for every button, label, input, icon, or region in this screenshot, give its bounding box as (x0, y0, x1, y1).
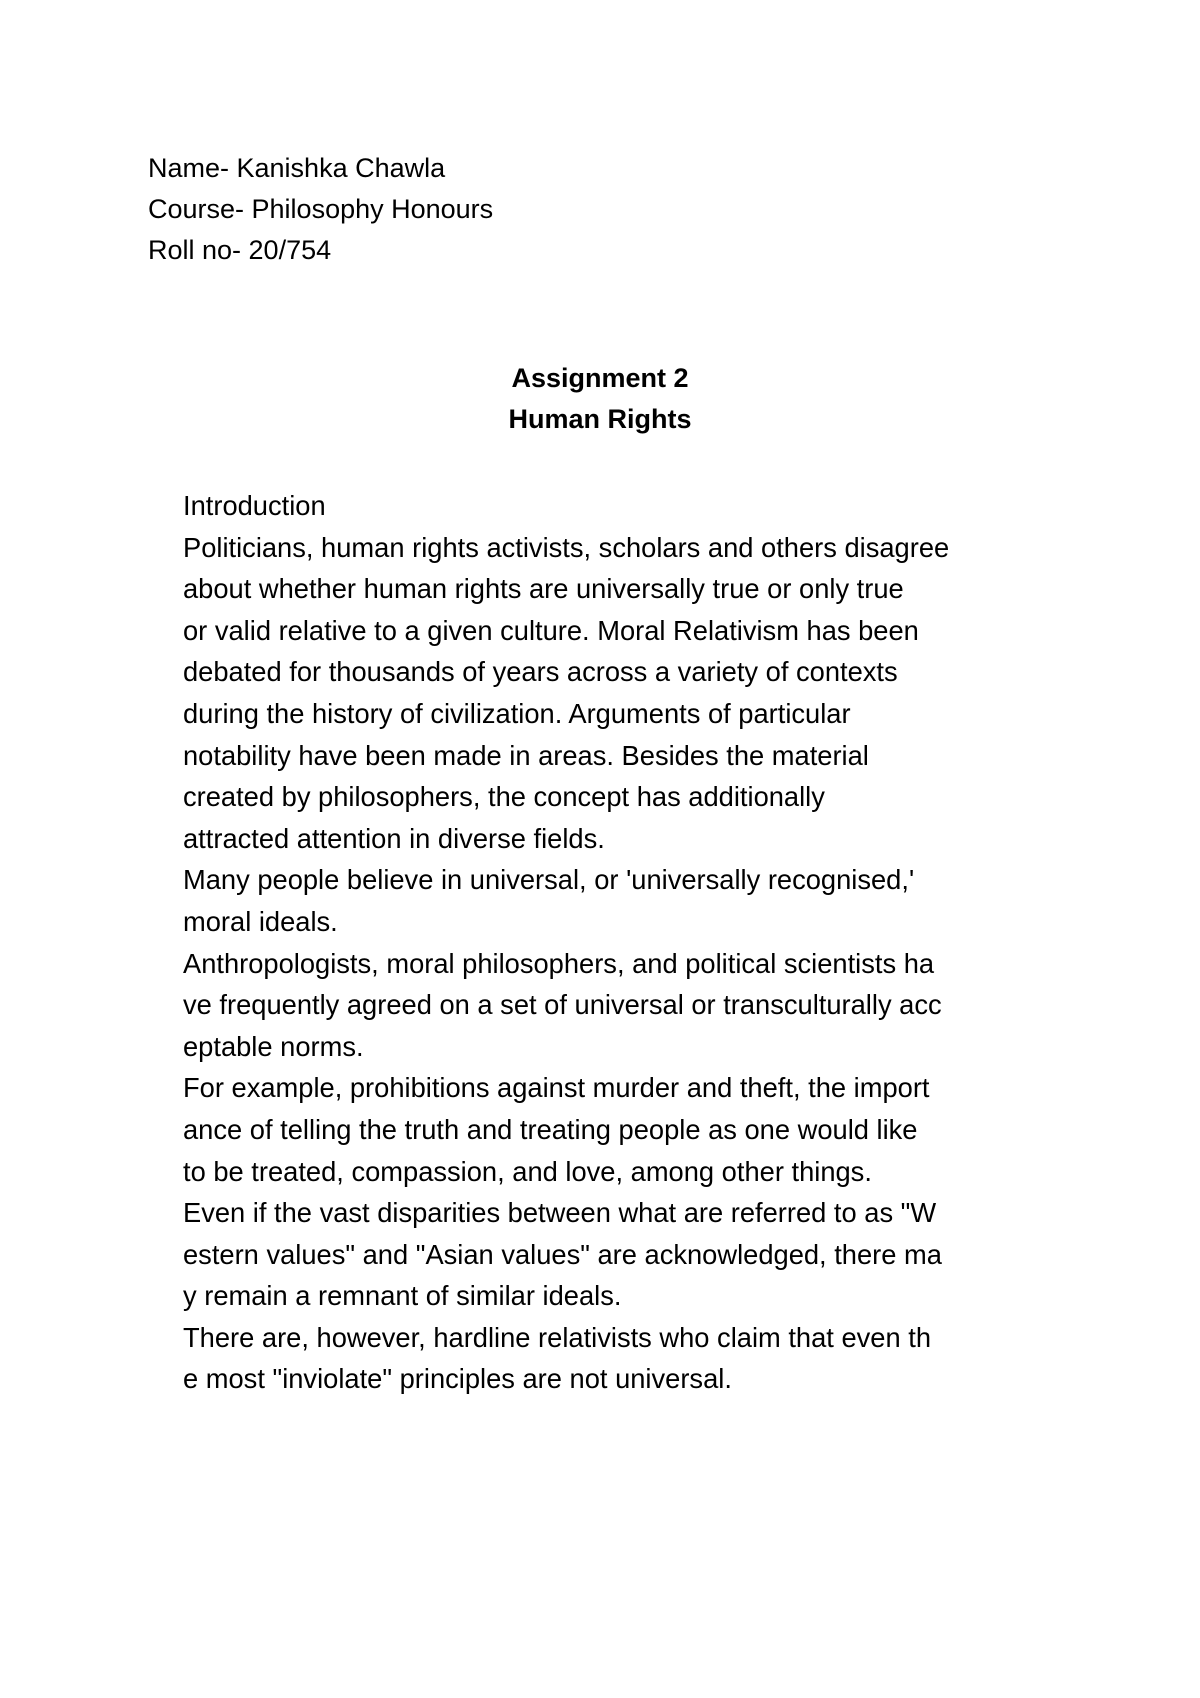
body-line: eptable norms. (183, 1030, 364, 1062)
body-line: There are, however, hardline relativists who claim that even th (183, 1321, 931, 1353)
section-heading: Introduction (183, 490, 326, 521)
body-line: attracted attention in diverse fields. (183, 822, 605, 854)
body-line: e most "inviolate" principles are not universal. (183, 1363, 732, 1395)
document-body (183, 485, 1063, 1400)
body-line: about whether human rights are universally true or only true (183, 573, 904, 605)
body-line: ance of telling the truth and treating people as one would like (183, 1113, 918, 1145)
body-line: Even if the vast disparities between what are referred to as "W (183, 1197, 937, 1229)
body-line: notability have been made in areas. Besides the material (183, 739, 869, 771)
body-line: during the history of civilization. Arguments of particular (183, 697, 851, 729)
topic-title: Human Rights (508, 404, 692, 434)
body-line: y remain a remnant of similar ideals. (183, 1280, 622, 1312)
body-line: created by philosophers, the concept has additionally (183, 781, 825, 813)
student-name: Name- Kanishka Chawla (148, 153, 446, 183)
body-line: Politicians, human rights activists, scholars and others disagree (183, 531, 950, 563)
body-line: or valid relative to a given culture. Moral Relativism has been (183, 614, 919, 646)
body-line: to be treated, compassion, and love, among other things. (183, 1155, 872, 1187)
student-course: Course- Philosophy Honours (148, 194, 494, 224)
student-info (148, 148, 493, 271)
body-line: debated for thousands of years across a variety of contexts (183, 656, 898, 688)
document-title (0, 358, 1200, 440)
assignment-title: Assignment 2 (511, 363, 689, 393)
body-line: estern values" and "Asian values" are acknowledged, there ma (183, 1238, 942, 1270)
student-roll-number: Roll no- 20/754 (148, 235, 332, 265)
body-line: ve frequently agreed on a set of universal or transculturally acc (183, 989, 942, 1021)
body-line: moral ideals. (183, 905, 338, 937)
body-line: Many people believe in universal, or 'universally recognised,' (183, 864, 915, 896)
body-line: For example, prohibitions against murder and theft, the import (183, 1072, 930, 1104)
body-line: Anthropologists, moral philosophers, and political scientists ha (183, 947, 935, 979)
